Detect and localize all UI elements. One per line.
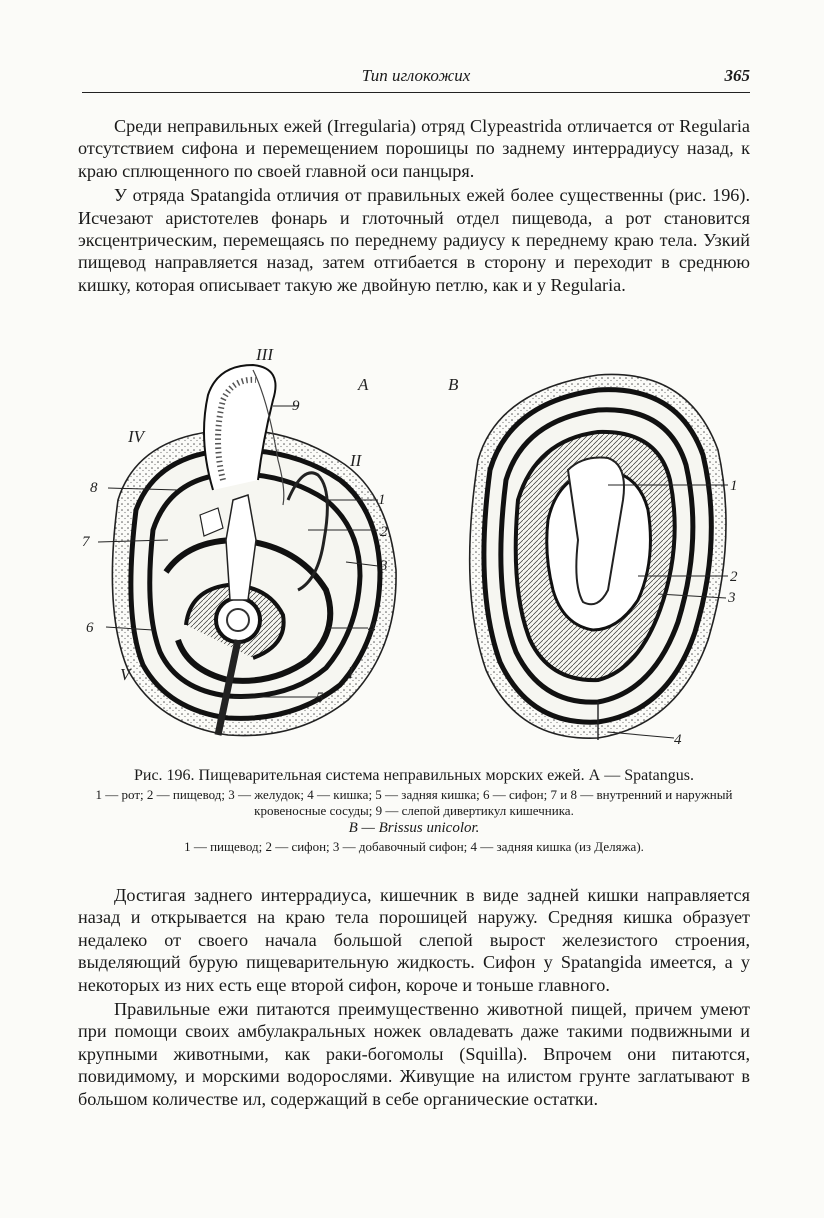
caption-title: Рис. 196. Пищеварительная система неправильных морских ежей. А — Spatangus. bbox=[133, 767, 695, 784]
callout-a-7: 7 bbox=[82, 534, 90, 550]
caption-legend-b: 1 — пищевод; 2 — сифон; 3 — добавочный сифон; 4 — задняя кишка (из Деляжа). bbox=[184, 839, 644, 854]
label-roman-4: IV bbox=[128, 427, 145, 446]
caption-legend-a: 1 — рот; 2 — пищевод; 3 — желудок; 4 — кишка; 5 — задняя кишка; 6 — сифон; 7 и 8 — внутренний и наружный кровеносные сосуды; 9 — слепой дивертикул кишечника. bbox=[95, 787, 733, 818]
callout-a-6: 6 bbox=[86, 620, 94, 636]
label-roman-1: I bbox=[348, 663, 354, 682]
callout-a-3: 3 bbox=[380, 558, 388, 574]
figure-196 bbox=[78, 340, 750, 760]
callout-a-2: 2 bbox=[380, 524, 388, 540]
paragraph: У отряда Spatangida отличия от правильных ежей более существенны (рис. 196). Исчезают аристотелев фонарь и глоточный отдел пищевода, а рот становится эксцентрическим, перемещаясь по переднему радиусу к переднему краю тела. Узкий пищевод направляется назад, затем отгибается в сторону и переходит в среднюю кишку, которая описывает такую же двойную петлю, как и у Regularia. bbox=[78, 185, 750, 295]
paragraph: Достигая заднего интеррадиуса, кишечник в виде задней кишки направляется назад и открывается на краю тела порошицей наружу. Средняя кишка образует недалеко от своего начала большой слепой вырост железистого строения, выделяющий бурую пищеварительную жидкость. Сифон у Spatangida имеется, а у некоторых из них есть еще второй сифон, короче и тоньше главного. bbox=[78, 885, 750, 995]
callout-a-8: 8 bbox=[90, 480, 98, 496]
page-header bbox=[82, 66, 750, 93]
callout-b-1: 1 bbox=[730, 478, 738, 494]
paragraph: Среди неправильных ежей (Irregularia) отряд Clypeastrida отличается от Regularia отсутствием сифона и перемещением порошицы по заднему интеррадиусу назад, к краю сплющенного по своей главной оси панцыря. bbox=[78, 116, 750, 181]
callout-b-2: 2 bbox=[730, 569, 738, 585]
callout-b-4: 4 bbox=[674, 732, 682, 748]
figure-caption bbox=[74, 766, 754, 855]
text-block-bottom bbox=[78, 884, 750, 1110]
callout-b-3: 3 bbox=[728, 590, 736, 606]
panel-b-letter: B bbox=[448, 375, 459, 394]
paragraph: Правильные ежи питаются преимущественно животной пищей, причем умеют при помощи своих амбулакральных ножек овладевать даже такими подвижными и крупными животными, как раки-богомолы (Squilla). Впрочем они питаются, повидимому, и морскими водорослями. Живущие на илистом грунте заглатывают в большом количестве ил, содержащий в себе органические остатки. bbox=[78, 999, 750, 1109]
callout-a-9: 9 bbox=[292, 398, 300, 414]
label-roman-2: II bbox=[350, 451, 362, 470]
panel-b-drawing bbox=[470, 374, 726, 740]
running-head: Тип иглокожих bbox=[361, 66, 471, 85]
label-roman-5: V bbox=[120, 665, 131, 684]
figure-illustration bbox=[78, 340, 750, 760]
callout-a-1: 1 bbox=[378, 492, 386, 508]
text-block-top bbox=[78, 115, 750, 296]
callout-a-5: 5 bbox=[316, 690, 324, 706]
panel-a-letter: A bbox=[358, 375, 369, 394]
callout-a-4: 4 bbox=[368, 620, 376, 636]
caption-subtitle-b: В — Brissus unicolor. bbox=[348, 820, 480, 836]
label-roman-3: III bbox=[256, 345, 273, 364]
page-number: 365 bbox=[724, 66, 750, 85]
